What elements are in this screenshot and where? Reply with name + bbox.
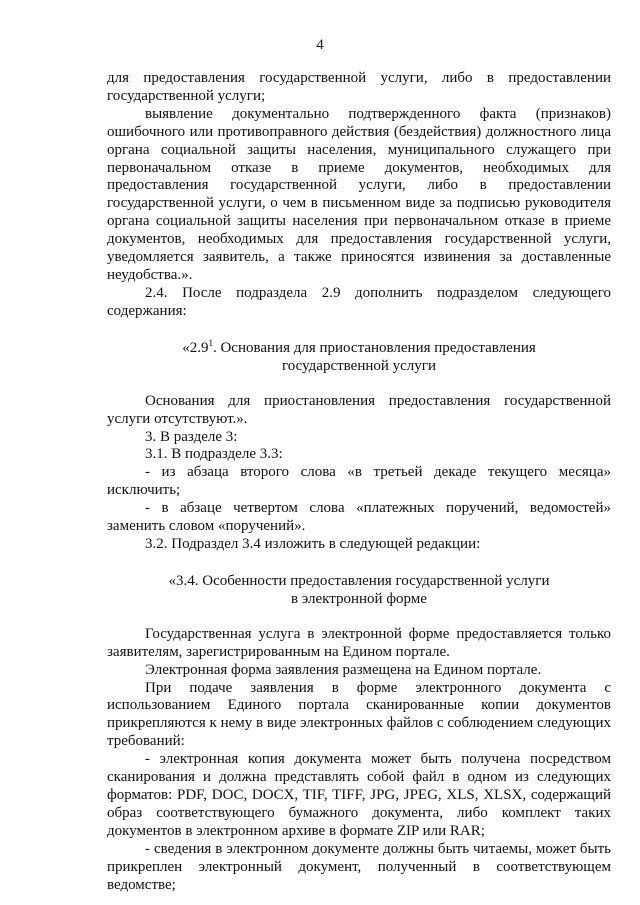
heading-prefix: «2.9	[182, 339, 209, 356]
heading-superscript: 1	[208, 337, 213, 348]
paragraph: - из абзаца второго слова «в третьей декаде текущего месяца» исключить;	[107, 464, 611, 499]
paragraph: 2.4. После подраздела 2.9 дополнить подразделом следующего содержания:	[107, 284, 611, 319]
paragraph: - сведения в электронном документе должны быть читаемы, может быть прикреплен электронный документ, полученный в соответствующем ведомстве;	[107, 840, 611, 893]
paragraph: - в абзаце четвертом слова «платежных поручений, ведомостей» заменить словом «поручений».	[107, 500, 611, 535]
heading-line: государственной услуги	[282, 357, 436, 374]
paragraph-block-3	[107, 626, 611, 895]
heading-line: «3.4. Особенности предоставления государственной услуги	[168, 572, 550, 589]
section-heading-2-9-1	[107, 339, 611, 375]
section-heading-3-4	[107, 572, 611, 608]
heading-line	[107, 339, 611, 357]
paragraph: 3.1. В подразделе 3.3:	[145, 446, 283, 463]
paragraph: Электронная форма заявления размещена на Едином портале.	[145, 661, 542, 678]
heading-line1-rest: . Основания для приостановления предоставления	[212, 339, 536, 356]
paragraph: Государственная услуга в электронной форме предоставляется только заявителям, зарегистрированным на Едином портале.	[107, 625, 611, 660]
paragraph: выявление документально подтвержденного факта (признаков) ошибочного или противоправного действия (бездействия) должностного лица органа социальной защиты населения, муниципального служащего при первоначальном отказе в приеме документов, необходимых для предоставления государственной услуги, либо в предоставлении государственной услуги, о чем в письменном виде за подписью руководителя органа социальной защиты населения при первоначальном отказе в приеме документов, необходимых для предоставления государственной услуги, уведомляется заявитель, а также приносятся извинения за доставленные неудобства.».	[107, 105, 611, 283]
paragraph: При подаче заявления в форме электронного документа с использованием Единого портала сканированные копии документов прикрепляются к нему в виде электронных файлов с соблюдением следующих требований:	[107, 679, 611, 750]
paragraph: Основания для приостановления предоставления государственной услуги отсутствуют.».	[107, 392, 611, 427]
paragraph: 3.2. Подраздел 3.4 изложить в следующей редакции:	[145, 535, 481, 552]
paragraph-block-1	[107, 70, 611, 321]
paragraph: для предоставления государственной услуги, либо в предоставлении государственной услуги;	[107, 70, 611, 104]
paragraph: 3. В разделе 3:	[145, 428, 238, 445]
heading-line: в электронной форме	[291, 590, 427, 607]
document-body	[107, 70, 611, 894]
paragraph: - электронная копия документа может быть получена посредством сканирования и должна представлять собой файл в одном из следующих форматов: PDF, DOC, DOCX, TIF, TIFF, JPG, JPEG, XLS, XLSX, содержащий образ соответствующего бумажного документа, либо комплект таких документов в электронном архиве в формате ZIP или RAR;	[107, 751, 611, 839]
page-number: 4	[316, 37, 324, 53]
paragraph-block-2	[107, 393, 611, 554]
